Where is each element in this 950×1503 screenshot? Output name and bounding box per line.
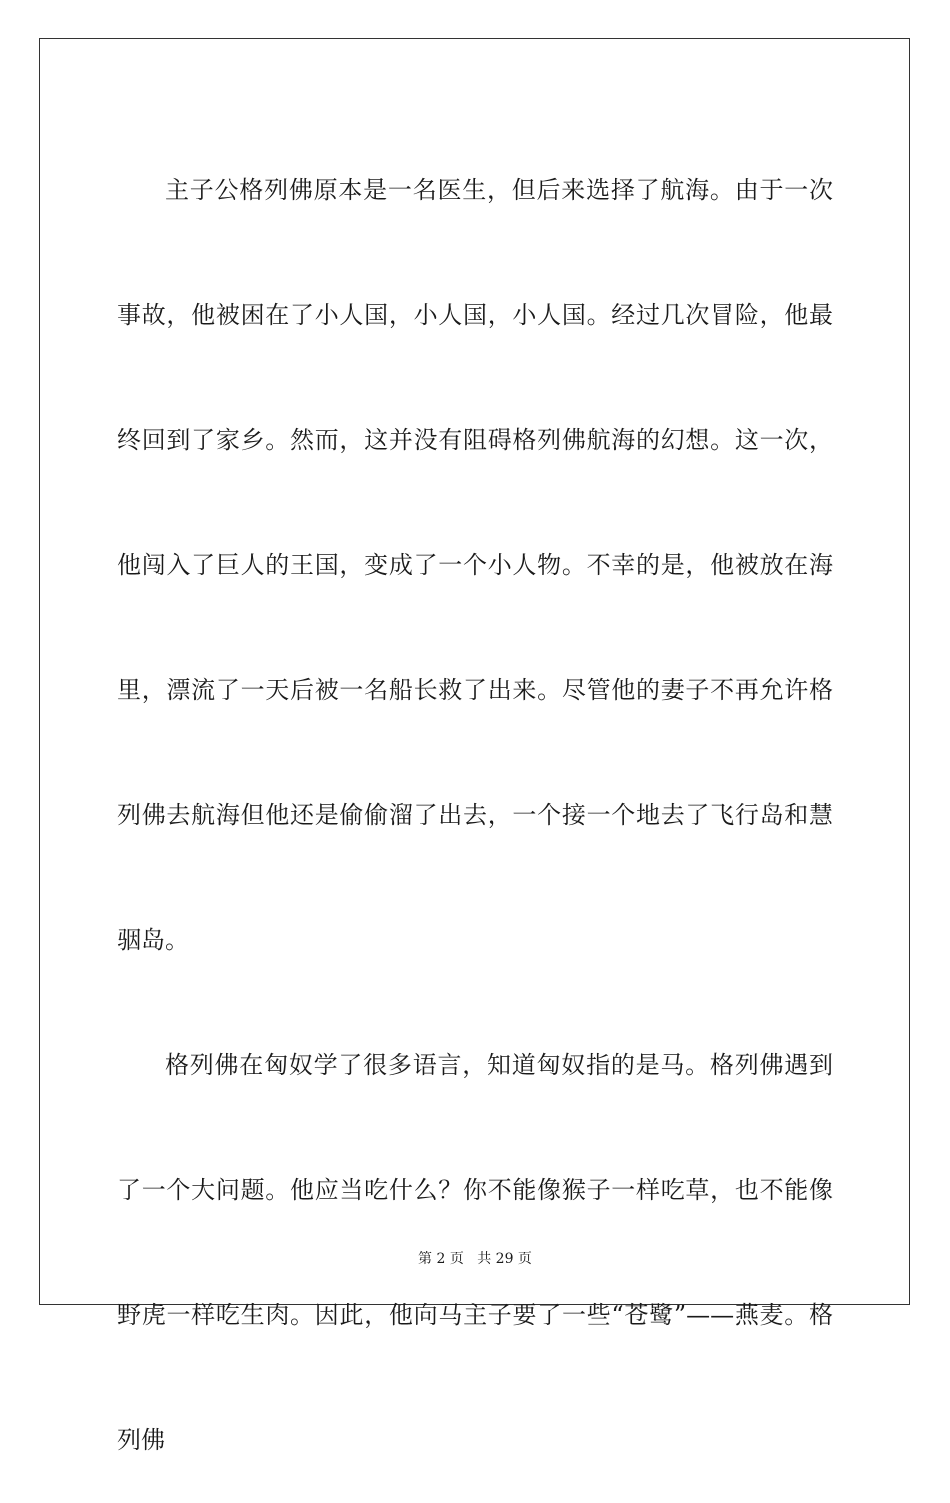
paragraph-1: 主子公格列佛原本是一名医生，但后来选择了航海。由于一次事故，他被困在了小人国，小人国，小人国。经过几次冒险，他最终回到了家乡。然而，这并没有阻碍格列佛航海的幻想。这一次，他闯入了巨人的王国，变成了一个小人物。不幸的是，他被放在海里，漂流了一天后被一名船长救了出来。尽管他的妻子不再允许格列佛去航海但他还是偷偷溜了出去，一个接一个地去了飞行岛和慧骃岛。: [117, 176, 833, 954]
document-body: [117, 128, 833, 1503]
page-footer: [0, 1248, 950, 1268]
page-total: 共 29 页: [477, 1251, 532, 1267]
paragraph-2: 格列佛在匈奴学了很多语言，知道匈奴指的是马。格列佛遇到了一个大问题。他应当吃什么？你不能像猴子一样吃草，也不能像野虎一样吃生肉。因此，他向马主子要了一些“苍鹭”——燕麦。格列佛: [117, 1051, 833, 1454]
page-number: 第 2 页: [418, 1251, 464, 1267]
